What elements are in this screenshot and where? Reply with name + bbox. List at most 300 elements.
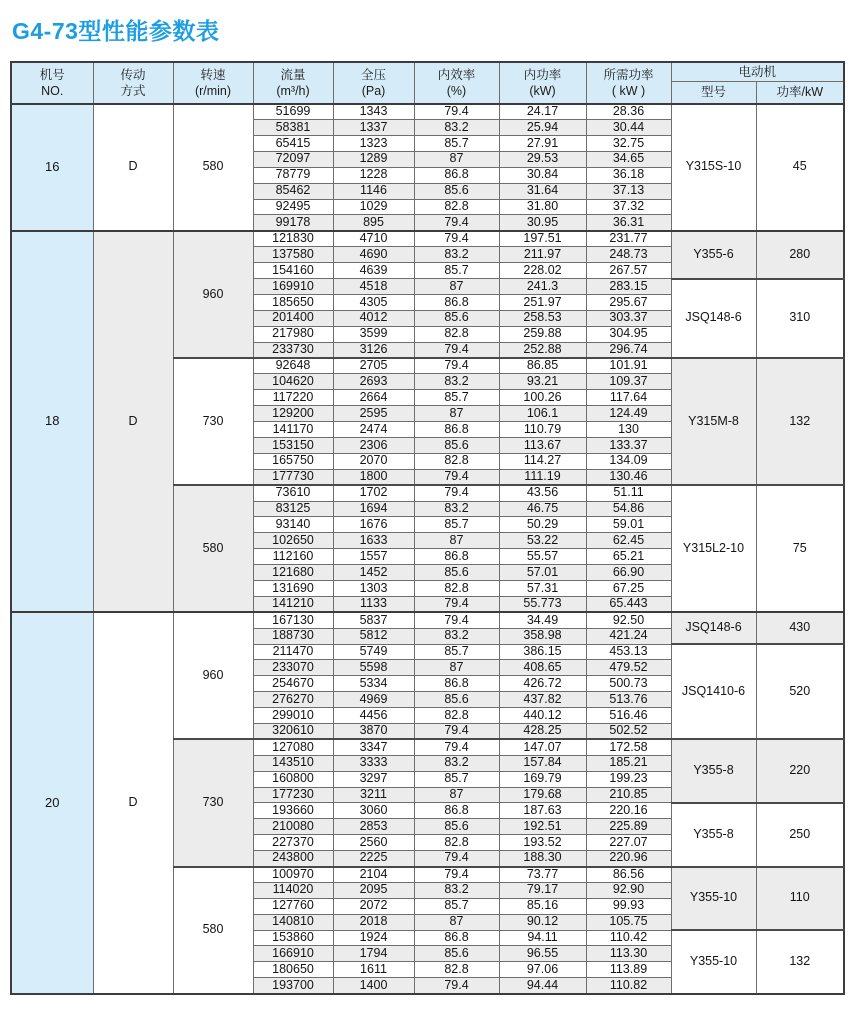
power-cell: 252.88 — [499, 342, 586, 358]
pressure-cell: 3333 — [333, 755, 414, 771]
power-cell: 30.95 — [499, 215, 586, 231]
pressure-cell: 1611 — [333, 962, 414, 978]
flow-cell: 92648 — [253, 358, 333, 374]
required-power-cell: 500.73 — [586, 676, 671, 692]
power-cell: 93.21 — [499, 374, 586, 390]
pressure-cell: 3347 — [333, 739, 414, 755]
efficiency-cell: 85.7 — [414, 771, 499, 787]
required-power-cell: 37.32 — [586, 199, 671, 215]
power-cell: 94.11 — [499, 930, 586, 946]
efficiency-cell: 79.4 — [414, 469, 499, 485]
power-cell: 79.17 — [499, 882, 586, 898]
power-cell: 25.94 — [499, 120, 586, 136]
flow-cell: 58381 — [253, 120, 333, 136]
pressure-cell: 1633 — [333, 533, 414, 549]
required-power-cell: 67.25 — [586, 580, 671, 596]
efficiency-cell: 82.8 — [414, 708, 499, 724]
flow-cell: 193660 — [253, 803, 333, 819]
efficiency-cell: 85.7 — [414, 517, 499, 533]
required-power-cell: 86.56 — [586, 867, 671, 883]
required-power-cell: 117.64 — [586, 390, 671, 406]
flow-cell: 167130 — [253, 612, 333, 628]
required-power-cell: 65.21 — [586, 549, 671, 565]
flow-cell: 233070 — [253, 660, 333, 676]
power-cell: 50.29 — [499, 517, 586, 533]
power-cell: 111.19 — [499, 469, 586, 485]
pressure-cell: 3870 — [333, 723, 414, 739]
motor-model-cell: JSQ148-6 — [671, 612, 756, 644]
required-power-cell: 34.65 — [586, 151, 671, 167]
pressure-cell: 4518 — [333, 279, 414, 295]
motor-model-cell: Y355-10 — [671, 930, 756, 994]
pressure-cell: 4012 — [333, 310, 414, 326]
power-cell: 113.67 — [499, 437, 586, 453]
pressure-cell: 2474 — [333, 422, 414, 438]
flow-cell: 65415 — [253, 136, 333, 152]
efficiency-cell: 87 — [414, 914, 499, 930]
flow-cell: 129200 — [253, 406, 333, 422]
power-cell: 440.12 — [499, 708, 586, 724]
flow-cell: 117220 — [253, 390, 333, 406]
col-header-power-line2: (kW) — [529, 83, 556, 98]
required-power-cell: 513.76 — [586, 692, 671, 708]
flow-cell: 299010 — [253, 708, 333, 724]
efficiency-cell: 83.2 — [414, 247, 499, 263]
pressure-cell: 2225 — [333, 851, 414, 867]
performance-table — [10, 61, 845, 995]
drive-cell: D — [93, 612, 173, 993]
efficiency-cell: 83.2 — [414, 120, 499, 136]
col-header-machine-no — [11, 62, 93, 104]
efficiency-cell: 86.8 — [414, 549, 499, 565]
required-power-cell: 101.91 — [586, 358, 671, 374]
pressure-cell: 2705 — [333, 358, 414, 374]
machine-no-cell: 18 — [11, 231, 93, 612]
motor-power-cell: 310 — [756, 279, 844, 358]
required-power-cell: 133.37 — [586, 437, 671, 453]
power-cell: 187.63 — [499, 803, 586, 819]
flow-cell: 185650 — [253, 294, 333, 310]
required-power-cell: 109.37 — [586, 374, 671, 390]
flow-cell: 217980 — [253, 326, 333, 342]
col-header-efficiency — [414, 62, 499, 104]
pressure-cell: 4639 — [333, 263, 414, 279]
required-power-cell: 134.09 — [586, 453, 671, 469]
efficiency-cell: 86.8 — [414, 803, 499, 819]
flow-cell: 153150 — [253, 437, 333, 453]
pressure-cell: 4305 — [333, 294, 414, 310]
flow-cell: 276270 — [253, 692, 333, 708]
pressure-cell: 1924 — [333, 930, 414, 946]
efficiency-cell: 85.7 — [414, 644, 499, 660]
motor-model-cell: Y315S-10 — [671, 104, 756, 231]
motor-model-cell: Y315M-8 — [671, 358, 756, 485]
efficiency-cell: 82.8 — [414, 453, 499, 469]
required-power-cell: 231.77 — [586, 231, 671, 247]
table-row — [11, 612, 844, 628]
efficiency-cell: 79.4 — [414, 867, 499, 883]
pressure-cell: 5837 — [333, 612, 414, 628]
motor-model-cell: JSQ148-6 — [671, 279, 756, 358]
pressure-cell: 5598 — [333, 660, 414, 676]
efficiency-cell: 85.6 — [414, 565, 499, 581]
flow-cell: 154160 — [253, 263, 333, 279]
power-cell: 169.79 — [499, 771, 586, 787]
power-cell: 426.72 — [499, 676, 586, 692]
pressure-cell: 1228 — [333, 167, 414, 183]
motor-power-cell: 132 — [756, 930, 844, 994]
pressure-cell: 4690 — [333, 247, 414, 263]
power-cell: 29.53 — [499, 151, 586, 167]
pressure-cell: 5749 — [333, 644, 414, 660]
table-header — [11, 62, 844, 104]
required-power-cell: 99.93 — [586, 898, 671, 914]
efficiency-cell: 86.8 — [414, 167, 499, 183]
power-cell: 97.06 — [499, 962, 586, 978]
efficiency-cell: 82.8 — [414, 199, 499, 215]
power-cell: 259.88 — [499, 326, 586, 342]
motor-model-cell: Y355-6 — [671, 231, 756, 279]
pressure-cell: 1323 — [333, 136, 414, 152]
col-header-machine-no-line2: NO. — [41, 83, 64, 98]
efficiency-cell: 86.8 — [414, 294, 499, 310]
required-power-cell: 113.30 — [586, 946, 671, 962]
flow-cell: 92495 — [253, 199, 333, 215]
required-power-cell: 303.37 — [586, 310, 671, 326]
required-power-cell: 51.11 — [586, 485, 671, 501]
flow-cell: 169910 — [253, 279, 333, 295]
motor-model-cell: Y355-8 — [671, 803, 756, 867]
table-body — [11, 104, 844, 994]
pressure-cell: 1289 — [333, 151, 414, 167]
flow-cell: 131690 — [253, 580, 333, 596]
required-power-cell: 54.86 — [586, 501, 671, 517]
motor-power-cell: 280 — [756, 231, 844, 279]
power-cell: 114.27 — [499, 453, 586, 469]
required-power-cell: 36.31 — [586, 215, 671, 231]
flow-cell: 121830 — [253, 231, 333, 247]
flow-cell: 137580 — [253, 247, 333, 263]
motor-power-cell: 250 — [756, 803, 844, 867]
flow-cell: 127760 — [253, 898, 333, 914]
col-header-drive-line2: 方式 — [120, 83, 146, 98]
required-power-cell: 37.13 — [586, 183, 671, 199]
power-cell: 43.56 — [499, 485, 586, 501]
required-power-cell: 66.90 — [586, 565, 671, 581]
power-cell: 46.75 — [499, 501, 586, 517]
flow-cell: 143510 — [253, 755, 333, 771]
motor-power-cell: 45 — [756, 104, 844, 231]
col-header-power-line1: 内功率 — [523, 67, 562, 82]
power-cell: 96.55 — [499, 946, 586, 962]
power-cell: 197.51 — [499, 231, 586, 247]
flow-cell: 210080 — [253, 819, 333, 835]
flow-cell: 188730 — [253, 628, 333, 644]
required-power-cell: 283.15 — [586, 279, 671, 295]
col-header-pressure-line1: 全压 — [360, 67, 386, 82]
pressure-cell: 2693 — [333, 374, 414, 390]
efficiency-cell: 79.4 — [414, 104, 499, 120]
efficiency-cell: 82.8 — [414, 835, 499, 851]
efficiency-cell: 83.2 — [414, 628, 499, 644]
flow-cell: 141210 — [253, 596, 333, 612]
table-row — [11, 104, 844, 120]
pressure-cell: 2095 — [333, 882, 414, 898]
pressure-cell: 1676 — [333, 517, 414, 533]
col-header-efficiency-line1: 内效率 — [437, 67, 476, 82]
efficiency-cell: 85.7 — [414, 898, 499, 914]
efficiency-cell: 85.7 — [414, 390, 499, 406]
efficiency-cell: 87 — [414, 787, 499, 803]
motor-power-cell: 75 — [756, 485, 844, 612]
power-cell: 57.31 — [499, 580, 586, 596]
pressure-cell: 3297 — [333, 771, 414, 787]
flow-cell: 114020 — [253, 882, 333, 898]
flow-cell: 140810 — [253, 914, 333, 930]
required-power-cell: 130.46 — [586, 469, 671, 485]
efficiency-cell: 79.4 — [414, 739, 499, 755]
flow-cell: 102650 — [253, 533, 333, 549]
efficiency-cell: 85.6 — [414, 437, 499, 453]
required-power-cell: 248.73 — [586, 247, 671, 263]
power-cell: 147.07 — [499, 739, 586, 755]
speed-cell: 730 — [173, 358, 253, 485]
speed-cell: 580 — [173, 485, 253, 612]
efficiency-cell: 86.8 — [414, 676, 499, 692]
efficiency-cell: 87 — [414, 660, 499, 676]
efficiency-cell: 85.7 — [414, 136, 499, 152]
efficiency-cell: 79.4 — [414, 612, 499, 628]
efficiency-cell: 83.2 — [414, 374, 499, 390]
power-cell: 192.51 — [499, 819, 586, 835]
efficiency-cell: 79.4 — [414, 851, 499, 867]
pressure-cell: 2070 — [333, 453, 414, 469]
efficiency-cell: 87 — [414, 533, 499, 549]
drive-cell: D — [93, 104, 173, 231]
efficiency-cell: 85.6 — [414, 310, 499, 326]
efficiency-cell: 79.4 — [414, 358, 499, 374]
power-cell: 106.1 — [499, 406, 586, 422]
required-power-cell: 295.67 — [586, 294, 671, 310]
required-power-cell: 59.01 — [586, 517, 671, 533]
required-power-cell: 110.82 — [586, 978, 671, 994]
flow-cell: 177730 — [253, 469, 333, 485]
motor-model-cell: Y355-10 — [671, 867, 756, 931]
pressure-cell: 1400 — [333, 978, 414, 994]
efficiency-cell: 79.4 — [414, 342, 499, 358]
required-power-cell: 199.23 — [586, 771, 671, 787]
flow-cell: 85462 — [253, 183, 333, 199]
efficiency-cell: 82.8 — [414, 580, 499, 596]
pressure-cell: 1794 — [333, 946, 414, 962]
required-power-cell: 105.75 — [586, 914, 671, 930]
pressure-cell: 2306 — [333, 437, 414, 453]
flow-cell: 141170 — [253, 422, 333, 438]
efficiency-cell: 82.8 — [414, 962, 499, 978]
pressure-cell: 1800 — [333, 469, 414, 485]
power-cell: 157.84 — [499, 755, 586, 771]
required-power-cell: 62.45 — [586, 533, 671, 549]
efficiency-cell: 79.4 — [414, 723, 499, 739]
col-header-speed-line2: (r/min) — [194, 83, 232, 98]
power-cell: 100.26 — [499, 390, 586, 406]
flow-cell: 127080 — [253, 739, 333, 755]
col-header-required-power-line1: 所需功率 — [603, 67, 654, 82]
power-cell: 31.80 — [499, 199, 586, 215]
power-cell: 428.25 — [499, 723, 586, 739]
motor-power-cell: 430 — [756, 612, 844, 644]
required-power-cell: 304.95 — [586, 326, 671, 342]
power-cell: 228.02 — [499, 263, 586, 279]
motor-power-cell: 132 — [756, 358, 844, 485]
flow-cell: 160800 — [253, 771, 333, 787]
flow-cell: 99178 — [253, 215, 333, 231]
required-power-cell: 130 — [586, 422, 671, 438]
motor-power-cell: 110 — [756, 867, 844, 931]
pressure-cell: 2853 — [333, 819, 414, 835]
power-cell: 188.30 — [499, 851, 586, 867]
col-header-motor: 电动机 — [671, 62, 844, 82]
power-cell: 85.16 — [499, 898, 586, 914]
power-cell: 408.65 — [499, 660, 586, 676]
pressure-cell: 1343 — [333, 104, 414, 120]
pressure-cell: 3126 — [333, 342, 414, 358]
efficiency-cell: 87 — [414, 279, 499, 295]
flow-cell: 165750 — [253, 453, 333, 469]
flow-cell: 180650 — [253, 962, 333, 978]
table-row — [11, 231, 844, 247]
col-header-flow-line1: 流量 — [280, 67, 306, 82]
flow-cell: 112160 — [253, 549, 333, 565]
power-cell: 193.52 — [499, 835, 586, 851]
efficiency-cell: 79.4 — [414, 485, 499, 501]
pressure-cell: 3060 — [333, 803, 414, 819]
flow-cell: 233730 — [253, 342, 333, 358]
motor-model-cell: JSQ1410-6 — [671, 644, 756, 739]
speed-cell: 580 — [173, 104, 253, 231]
flow-cell: 254670 — [253, 676, 333, 692]
power-cell: 55.57 — [499, 549, 586, 565]
required-power-cell: 124.49 — [586, 406, 671, 422]
flow-cell: 193700 — [253, 978, 333, 994]
pressure-cell: 2595 — [333, 406, 414, 422]
efficiency-cell: 83.2 — [414, 755, 499, 771]
motor-power-cell: 220 — [756, 739, 844, 803]
power-cell: 24.17 — [499, 104, 586, 120]
pressure-cell: 3211 — [333, 787, 414, 803]
flow-cell: 166910 — [253, 946, 333, 962]
drive-cell: D — [93, 231, 173, 612]
required-power-cell: 32.75 — [586, 136, 671, 152]
required-power-cell: 220.16 — [586, 803, 671, 819]
pressure-cell: 5812 — [333, 628, 414, 644]
motor-power-cell: 520 — [756, 644, 844, 739]
pressure-cell: 2018 — [333, 914, 414, 930]
flow-cell: 51699 — [253, 104, 333, 120]
pressure-cell: 895 — [333, 215, 414, 231]
efficiency-cell: 86.8 — [414, 422, 499, 438]
power-cell: 34.49 — [499, 612, 586, 628]
power-cell: 94.44 — [499, 978, 586, 994]
efficiency-cell: 79.4 — [414, 231, 499, 247]
power-cell: 53.22 — [499, 533, 586, 549]
pressure-cell: 2104 — [333, 867, 414, 883]
flow-cell: 153860 — [253, 930, 333, 946]
speed-cell: 580 — [173, 867, 253, 994]
power-cell: 179.68 — [499, 787, 586, 803]
col-header-pressure-line2: (Pa) — [361, 83, 386, 98]
pressure-cell: 4456 — [333, 708, 414, 724]
pressure-cell: 2072 — [333, 898, 414, 914]
required-power-cell: 110.42 — [586, 930, 671, 946]
power-cell: 27.91 — [499, 136, 586, 152]
required-power-cell: 479.52 — [586, 660, 671, 676]
flow-cell: 72097 — [253, 151, 333, 167]
pressure-cell: 1694 — [333, 501, 414, 517]
efficiency-cell: 82.8 — [414, 326, 499, 342]
power-cell: 57.01 — [499, 565, 586, 581]
col-header-speed — [173, 62, 253, 104]
col-header-drive — [93, 62, 173, 104]
required-power-cell: 113.89 — [586, 962, 671, 978]
flow-cell: 320610 — [253, 723, 333, 739]
col-header-efficiency-line2: (%) — [446, 83, 467, 98]
col-header-power — [499, 62, 586, 104]
required-power-cell: 36.18 — [586, 167, 671, 183]
required-power-cell: 185.21 — [586, 755, 671, 771]
flow-cell: 104620 — [253, 374, 333, 390]
required-power-cell: 225.89 — [586, 819, 671, 835]
pressure-cell: 2664 — [333, 390, 414, 406]
required-power-cell: 65.443 — [586, 596, 671, 612]
power-cell: 251.97 — [499, 294, 586, 310]
required-power-cell: 92.90 — [586, 882, 671, 898]
efficiency-cell: 79.4 — [414, 215, 499, 231]
pressure-cell: 4969 — [333, 692, 414, 708]
required-power-cell: 227.07 — [586, 835, 671, 851]
col-header-motor-model: 型号 — [671, 82, 756, 104]
efficiency-cell: 83.2 — [414, 882, 499, 898]
col-header-speed-line1: 转速 — [200, 67, 226, 82]
speed-cell: 960 — [173, 612, 253, 739]
pressure-cell: 1133 — [333, 596, 414, 612]
pressure-cell: 2560 — [333, 835, 414, 851]
power-cell: 211.97 — [499, 247, 586, 263]
col-header-drive-line1: 传动 — [120, 67, 146, 82]
required-power-cell: 28.36 — [586, 104, 671, 120]
efficiency-cell: 83.2 — [414, 501, 499, 517]
required-power-cell: 296.74 — [586, 342, 671, 358]
power-cell: 31.64 — [499, 183, 586, 199]
power-cell: 86.85 — [499, 358, 586, 374]
power-cell: 55.773 — [499, 596, 586, 612]
flow-cell: 73610 — [253, 485, 333, 501]
efficiency-cell: 85.6 — [414, 183, 499, 199]
efficiency-cell: 85.7 — [414, 263, 499, 279]
flow-cell: 211470 — [253, 644, 333, 660]
efficiency-cell: 85.6 — [414, 692, 499, 708]
flow-cell: 177230 — [253, 787, 333, 803]
required-power-cell: 421.24 — [586, 628, 671, 644]
power-cell: 110.79 — [499, 422, 586, 438]
efficiency-cell: 79.4 — [414, 978, 499, 994]
required-power-cell: 267.57 — [586, 263, 671, 279]
col-header-required-power-line2: ( kW ) — [611, 83, 646, 98]
flow-cell: 83125 — [253, 501, 333, 517]
flow-cell: 78779 — [253, 167, 333, 183]
machine-no-cell: 16 — [11, 104, 93, 231]
pressure-cell: 1702 — [333, 485, 414, 501]
